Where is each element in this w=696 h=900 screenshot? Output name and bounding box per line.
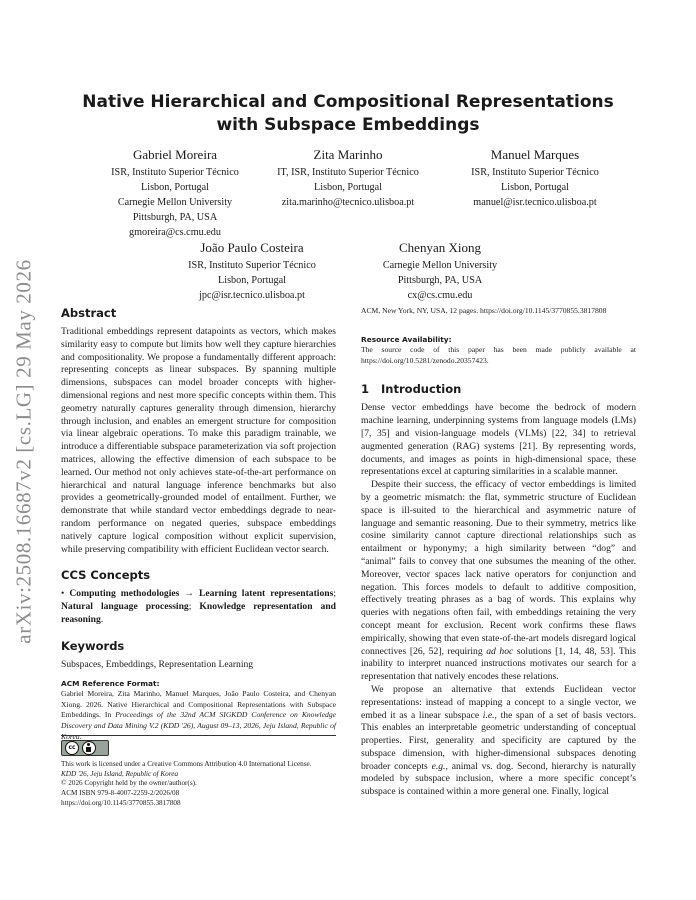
arxiv-identifier-text: arXiv:2508.16687v2 [cs.LG] 29 May 2026 <box>11 258 36 644</box>
author-location: Pittsburgh, PA, USA <box>132 212 218 223</box>
intro-emphasis: e.g. <box>431 760 446 772</box>
reference-format-heading: ACM Reference Format: <box>61 678 160 688</box>
author-location: Pittsburgh, PA, USA <box>397 275 483 286</box>
cc-icon: cc <box>65 741 79 755</box>
author-name: Chenyan Xiong <box>399 240 481 255</box>
abstract-heading: Abstract <box>61 306 117 320</box>
author-affiliation: ISR, Instituto Superior Técnico <box>188 260 316 271</box>
author-email: jpc@isr.tecnico.ulisboa.pt <box>199 290 305 301</box>
author-block <box>340 239 540 303</box>
license-isbn: ACM ISBN 979-8-4007-2259-2/2026/08 <box>61 789 180 798</box>
section-number: 1 <box>361 382 370 397</box>
author-affiliation: Carnegie Mellon University <box>382 260 498 271</box>
author-block <box>75 146 275 240</box>
reference-venue: Proceedings of the 32nd ACM SIGKDD Conference on Knowledge Discovery and Data Mining V.2 (KDD '26), August 09–13, 2026, Jeju Island, Republic of Korea. <box>61 710 336 741</box>
abstract-text: Traditional embeddings represent datapoints as vectors, which makes similarity easy to compute but limits how well they capture hierarchies and compositionality. We propose a fundamentally different approach: representing concepts as linear subspaces. By spanning multiple dimensions, subspaces can model broader concepts with higher-dimensional regions and nest more specific concepts within them. This geometry naturally captures generality through dimension, hierarchy through inclusion, and enables an emergent structure for composition via linear algebraic operations. To make this paradigm trainable, we introduce a differentiable subspace parameterization via soft projection matrices, allowing the effective dimension of each subspace to be learned. Our method not only achieves state-of-the-art performance on hierarchical and natural language inference benchmarks but also provides a geometrically-grounded model of entailment. Further, we demonstrate that while standard vector embeddings degrade to near-random performance on negated queries, subspace embeddings natively capture logical composition without explicit supervision, while preserving compatibility with efficient Euclidean vector search. <box>61 326 336 555</box>
keywords-heading: Keywords <box>61 638 125 653</box>
author-affiliation: ISR, Instituto Superior Técnico <box>111 167 239 178</box>
intro-paragraph: Dense vector embeddings have become the bedrock of modern machine learning, underpinning systems from language models (LMs) [7, 35] and vision-language models (VLMs) [22, 34] to retrieval augmented generation (RAG) systems [21]. By representing words, documents, and images as points in high-dimensional space, these representations excel at capturing similarities in a scalable manner. <box>361 402 636 478</box>
author-block <box>248 146 448 210</box>
resource-heading: Resource Availability: <box>361 334 452 344</box>
author-email: manuel@isr.tecnico.ulisboa.pt <box>473 197 597 208</box>
author-email: zita.marinho@tecnico.ulisboa.pt <box>281 197 415 208</box>
license-divider <box>61 735 336 736</box>
author-name: Manuel Marques <box>490 147 580 162</box>
ccs-separator: ; <box>333 588 336 600</box>
ccs-heading: CCS Concepts <box>61 568 151 583</box>
license-copyright: © 2026 Copyright held by the owner/author(s). <box>61 779 197 788</box>
ccs-end: . <box>100 613 104 625</box>
author-location: Lisbon, Portugal <box>314 182 382 193</box>
author-email: gmoreira@cs.cmu.edu <box>129 227 221 238</box>
intro-emphasis: ad hoc <box>486 645 514 657</box>
ccs-item: Natural language processing <box>61 601 189 613</box>
author-name: Zita Marinho <box>313 147 383 162</box>
author-location: Lisbon, Portugal <box>218 275 286 286</box>
author-block <box>435 146 635 210</box>
author-block <box>152 239 352 303</box>
author-email: cx@cs.cmu.edu <box>407 290 473 301</box>
author-affiliation: Carnegie Mellon University <box>117 197 233 208</box>
ccs-item: Knowledge representation and reasoning <box>61 601 336 625</box>
left-column <box>61 306 336 742</box>
license-conference: KDD '26, Jeju Island, Republic of Korea <box>61 769 179 778</box>
resource-text[interactable]: The source code of this paper has been made publicly available at https://doi.org/10.5281/zenodo.20357423. <box>361 345 636 365</box>
section-title: Introduction <box>381 382 462 397</box>
arxiv-identifier <box>6 246 42 656</box>
keywords-text: Subspaces, Embeddings, Representation Learning <box>61 658 254 670</box>
ccs-separator: ; <box>188 601 200 613</box>
license-statement: This work is licensed under a Creative Commons Attribution 4.0 International License. <box>61 760 312 768</box>
cc-license-badge[interactable] <box>61 740 109 756</box>
intro-text: Despite their success, the efficacy of vector embeddings is limited by a geometric mismatch: the flat, symmetric structure of Euclidean space is ill-suited to the hierarchical and asymmetric nature of language and semantic reasoning. Due to their symmetry, metrics like cosine similarity cannot capture directional relationships such as entailment or hyponymy; a high similarity between “dog” and “animal” fails to convey that one subsumes the meaning of the other. Moreover, vector spaces lack native operators for conjunction and negation. This forces models to default to additive composition, effectively treating phrases as a bag of words. This explains why queries with negations often fail, with embeddings retaining the very concept meant for exclusion. Recent work confirms these flaws empirically, showing that even state-of-the-art models disregard logical connectives [26, 52], requiring <box>361 479 636 657</box>
intro-text: solutions [1, 14, 48, 53]. This inability to interpret nuanced instructions motivates our search for a representation that natively encodes these relations. <box>361 645 636 683</box>
paper-title: Native Hierarchical and Compositional Representations with Subspace Embeddings <box>82 92 614 135</box>
author-affiliation: IT, ISR, Instituto Superior Técnico <box>277 167 419 178</box>
intro-emphasis: i.e. <box>482 709 495 721</box>
license-doi[interactable]: https://doi.org/10.1145/3770855.3817808 <box>61 798 181 807</box>
author-name: João Paulo Costeira <box>200 240 304 255</box>
author-name: Gabriel Moreira <box>132 147 218 162</box>
author-location: Lisbon, Portugal <box>141 182 209 193</box>
intro-paragraph <box>361 479 636 684</box>
ccs-bullet: • <box>61 588 65 600</box>
intro-paragraph <box>361 684 636 799</box>
ccs-concepts <box>61 588 336 626</box>
reference-citation: Gabriel Moreira, Zita Marinho, Manuel Marques, João Paulo Costeira, and Chenyan Xiong. 2026. Native Hierarchical and Compositional Representations with Subspace Embeddings. In <box>61 689 336 720</box>
author-affiliation: ISR, Instituto Superior Técnico <box>471 167 599 178</box>
author-location: Lisbon, Portugal <box>501 182 569 193</box>
license-block <box>61 760 351 809</box>
intro-text: , animal vs. dog. Second, hierarchy is naturally modeled by subspace inclusion, where a more specific concept’s subspace is contained within a more general one. Finally, logical <box>361 760 636 798</box>
right-column <box>361 306 636 799</box>
attribution-icon <box>82 741 96 755</box>
ccs-item: Computing methodologies → Learning latent representations <box>69 588 334 600</box>
intro-text: , the span of a set of basis vectors. This enables an interpretable geometric understanding of conceptual properties. First, generality and specificity are captured by the subspace dimension, with higher-dimensional subspaces denoting broader concepts <box>361 709 636 772</box>
intro-text: We propose an alternative that extends Euclidean vector representations: instead of mapping a concept to a single vector, we embed it as a linear subspace <box>361 683 636 721</box>
reference-format-continued: ACM, New York, NY, USA, 12 pages. https://doi.org/10.1145/3770855.3817808 <box>361 306 607 315</box>
introduction-heading <box>361 382 636 396</box>
